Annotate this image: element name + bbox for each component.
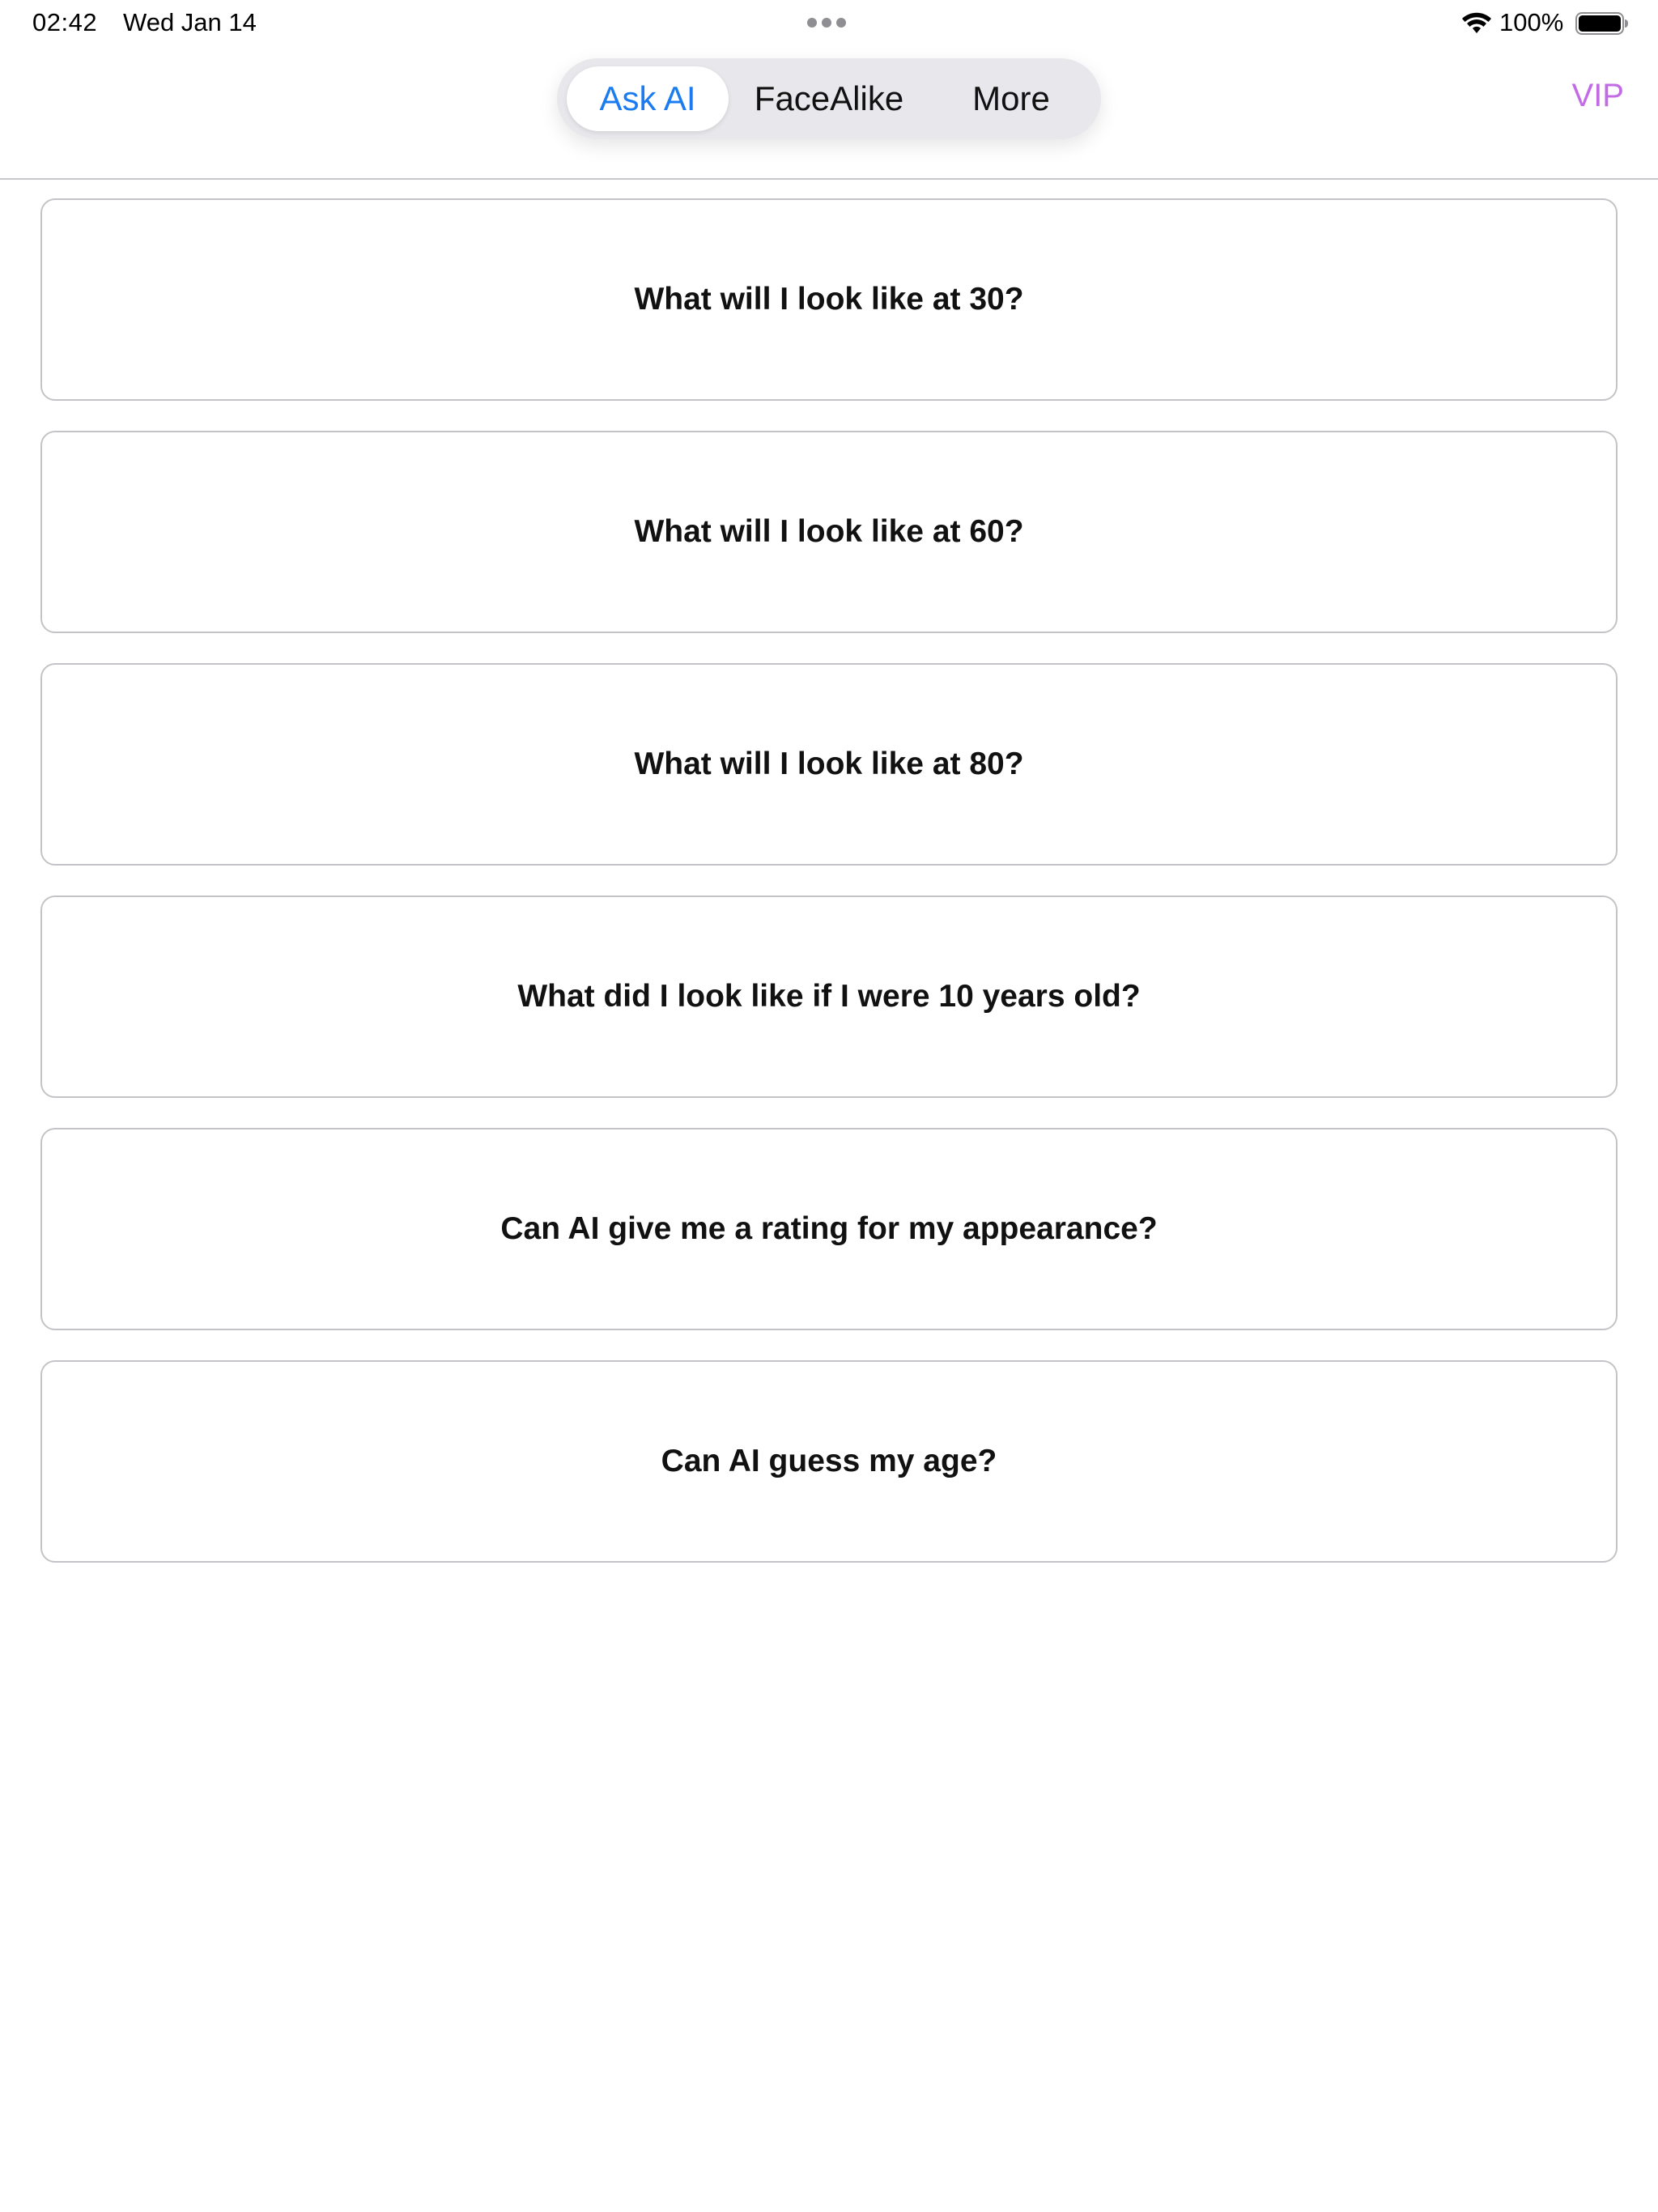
question-label: Can AI give me a rating for my appearance? (500, 1211, 1158, 1246)
status-bar (0, 0, 1658, 49)
question-card-age-30[interactable] (40, 198, 1618, 401)
question-list (40, 198, 1618, 1593)
question-label: Can AI guess my age? (661, 1444, 997, 1478)
status-time: 02:42 (32, 8, 98, 36)
question-card-age-10[interactable] (40, 895, 1618, 1098)
vip-button[interactable]: VIP (1571, 78, 1624, 113)
battery-percent: 100% (1499, 8, 1564, 36)
status-date: Wed Jan 14 (123, 8, 257, 36)
nav-header (0, 49, 1658, 180)
tab-more[interactable]: More (972, 79, 1050, 117)
question-card-appearance-rating[interactable] (40, 1128, 1618, 1330)
question-card-guess-age[interactable] (40, 1360, 1618, 1563)
question-card-age-60[interactable] (40, 431, 1618, 633)
segmented-control (557, 58, 1101, 139)
tab-ask-ai[interactable]: Ask AI (567, 66, 729, 131)
question-label: What did I look like if I were 10 years old? (517, 979, 1141, 1014)
question-label: What will I look like at 80? (634, 747, 1024, 781)
question-card-age-80[interactable] (40, 663, 1618, 866)
tab-facealike[interactable]: FaceAlike (754, 79, 904, 117)
question-label: What will I look like at 60? (634, 514, 1024, 549)
question-label: What will I look like at 30? (634, 282, 1024, 317)
wifi-icon (1461, 11, 1492, 36)
multitask-dots-icon[interactable] (807, 18, 846, 28)
battery-icon (1575, 11, 1629, 36)
